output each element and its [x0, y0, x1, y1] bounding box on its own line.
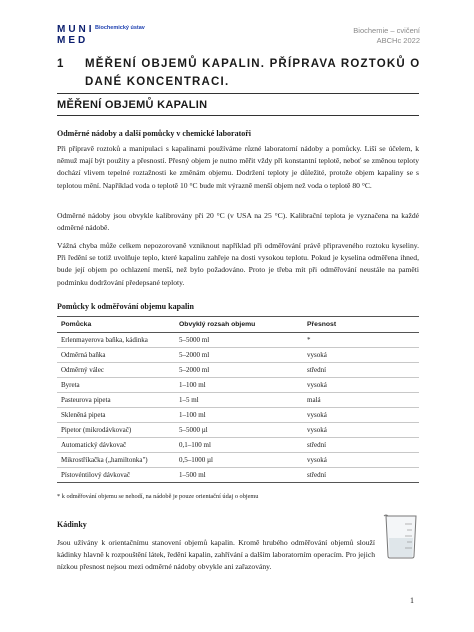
cell: Byreta [57, 378, 175, 393]
paragraph: Odměrné nádoby jsou obvykle kalibrovány při 20 °C (v USA na 25 °C). Kalibrační teplota je vyznačena na každé odměrné nádobě. [57, 211, 419, 233]
cell: 5–2000 ml [175, 363, 303, 378]
cell: * [303, 333, 419, 348]
table-row [57, 468, 419, 483]
cell: 5–2000 ml [175, 348, 303, 363]
paragraph: Vážná chyba může celkem nepozorovaně vzniknout například při odměřování právě připraveného roztoku kyseliny. Při ředění se totiž uvolňuje teplo, které kapalinu zahřeje na dosti vysokou teplotu. Pokud je kyselina odměřena ihned, bude její objem po ochlazení menší, než bylo požadováno. Proto je třeba mít při odměřování neustále na paměti podmínku dodržování předepsané teploty. [57, 241, 419, 287]
cell: 1–100 ml [175, 378, 303, 393]
logo-mark: MUNI MED [57, 24, 95, 46]
column-header: Pomůcka [57, 317, 175, 333]
cell: 0,5–1000 µl [175, 453, 303, 468]
tools-table [57, 316, 419, 483]
header-info [353, 26, 420, 46]
chapter-title: MĚŘENÍ OBJEMŮ KAPALIN. PŘÍPRAVA ROZTOKŮ O DANÉ KONCENTRACI. [85, 58, 421, 88]
cell: 1–500 ml [175, 468, 303, 483]
table-row [57, 333, 419, 348]
cell: vysoká [303, 348, 419, 363]
paragraph: Při přípravě roztoků a manipulaci s kapalinami používáme různé laboratorní nádoby a pomůcky. Liší se účelem, k němuž mají být použity a přesností. Přesný objem je nutno měřit vždy při konstantní teplotě, neboť se změnou teploty dochází vlivem tepelné roztažnosti ke změnám objemu. Dodržení teploty je důležité, protože objem kapaliny se s teplotou mění. Například voda o teplotě 10 °C bude mít výrazně menší objem než voda o teplotě 80 °C. [57, 144, 419, 190]
cell: Pipetor (mikrodávkovač) [57, 423, 175, 438]
cell: vysoká [303, 408, 419, 423]
cell: Pasteurova pipeta [57, 393, 175, 408]
cell: vysoká [303, 378, 419, 393]
table-row [57, 408, 419, 423]
cell: Odměrný válec [57, 363, 175, 378]
table-row [57, 348, 419, 363]
page-number: 1 [410, 596, 414, 605]
cell: střední [303, 438, 419, 453]
cell: vysoká [303, 423, 419, 438]
cell: malá [303, 393, 419, 408]
cell: střední [303, 363, 419, 378]
section-rule [57, 115, 419, 116]
table-note: * k odměřování objemu se nehodí, na nádobě je pouze orientační údaj o objemu [57, 493, 259, 500]
cell: Pístovéntilový dávkovač [57, 468, 175, 483]
course-name: Biochemie – cvičení [353, 26, 420, 35]
table-row [57, 438, 419, 453]
column-header: Přesnost [303, 317, 419, 333]
beaker-icon [381, 512, 421, 560]
table-row [57, 378, 419, 393]
chapter-number: 1 [57, 58, 65, 70]
muni-med-logo [57, 24, 145, 46]
cell: Mikrostříkačka („hamiltonka") [57, 453, 175, 468]
column-header: Obvyklý rozsah objemu [175, 317, 303, 333]
chapter-rule [57, 93, 419, 94]
cell: 5–5000 µl [175, 423, 303, 438]
cell: 1–100 ml [175, 408, 303, 423]
table-row [57, 453, 419, 468]
cell: Skleněná pipeta [57, 408, 175, 423]
course-code: ABCHc 2022 [376, 36, 420, 45]
subsection-title: Kádinky [57, 520, 87, 529]
cell: Odměrná baňka [57, 348, 175, 363]
table-row [57, 393, 419, 408]
paragraph: Jsou užívány k orientačnímu stanovení objemů kapalin. Kromě hrubého odměřování objemů slouží kádinky hlavně k rozpouštění látek, ředění kapalin, zahřívání a dalším laboratorním operacím. Pro jejich nízkou přesnost nejsou mezi odměrné nádoby obvykle ani zařazovány. [57, 538, 375, 572]
table-row [57, 363, 419, 378]
subsection-title: Odměrné nádoby a další pomůcky v chemické laboratoři [57, 129, 252, 138]
cell: Automatický dávkovač [57, 438, 175, 453]
cell: vysoká [303, 453, 419, 468]
cell: 1–5 ml [175, 393, 303, 408]
cell: Erlenmayerova baňka, kádinka [57, 333, 175, 348]
cell: střední [303, 468, 419, 483]
logo-institute: Biochemický ústav [95, 25, 145, 31]
cell: 0,1–100 ml [175, 438, 303, 453]
table-row [57, 423, 419, 438]
section-title: MĚŘENÍ OBJEMŮ KAPALIN [57, 99, 208, 111]
table-header-row [57, 317, 419, 333]
table-caption: Pomůcky k odměřování objemu kapalin [57, 302, 194, 311]
cell: 5–5000 ml [175, 333, 303, 348]
